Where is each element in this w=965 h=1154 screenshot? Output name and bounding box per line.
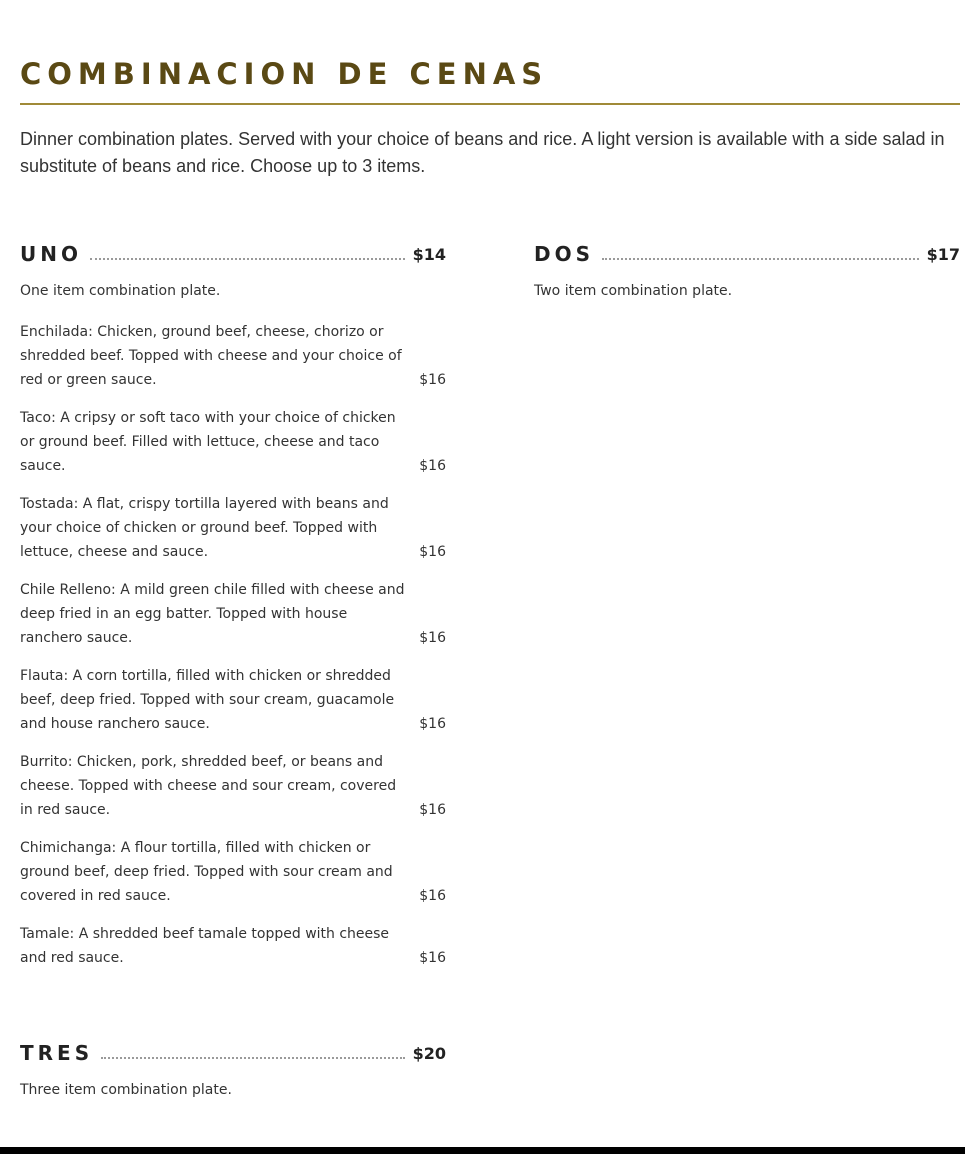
menu-heading-price: $14 (412, 245, 446, 264)
menu-heading-dos (534, 242, 960, 266)
menu-heading-uno (20, 242, 446, 266)
menu-subtitle-uno: One item combination plate. (20, 283, 221, 299)
menu-heading-price: $17 (926, 245, 960, 264)
menu-heading-name: UNO (20, 242, 82, 266)
menu-item-chile-relleno (20, 578, 446, 650)
menu-heading-name: DOS (534, 242, 595, 266)
menu-heading-name: TRES (20, 1041, 94, 1065)
menu-item-taco (20, 406, 446, 478)
menu-item-price: $16 (419, 458, 446, 474)
menu-item-price: $16 (419, 544, 446, 560)
menu-item-price: $16 (419, 716, 446, 732)
menu-item-description: Burrito: Chicken, pork, shredded beef, or beans and cheese. Topped with cheese and sour cream, covered in red sauce. (20, 754, 397, 818)
menu-item-price: $16 (419, 630, 446, 646)
menu-item-list (20, 320, 446, 984)
dot-leader (90, 258, 405, 260)
menu-item-description: Tamale: A shredded beef tamale topped with cheese and red sauce. (20, 926, 390, 966)
section-title: COMBINACION DE CENAS (20, 57, 549, 91)
menu-item-description: Enchilada: Chicken, ground beef, cheese, chorizo or shredded beef. Topped with cheese and your choice of red or green sauce. (20, 324, 402, 388)
menu-item-description: Chimichanga: A flour tortilla, filled with chicken or ground beef, deep fried. Topped with sour cream and covered in red sauce. (20, 840, 393, 904)
menu-item-tamale (20, 922, 446, 970)
menu-item-price: $16 (419, 888, 446, 904)
menu-item-price: $16 (419, 372, 446, 388)
menu-item-description: Chile Relleno: A mild green chile filled with cheese and deep fried in an egg batter. Topped with house ranchero sauce. (20, 582, 405, 646)
menu-heading-tres (20, 1041, 446, 1065)
menu-subtitle-dos: Two item combination plate. (534, 283, 733, 299)
menu-item-flauta (20, 664, 446, 736)
section-intro: Dinner combination plates. Served with your choice of beans and rice. A light version is available with a side salad in substitute of beans and rice. Choose up to 3 items. (20, 129, 945, 176)
footer-bar (0, 1147, 965, 1154)
menu-item-price: $16 (419, 802, 446, 818)
menu-item-price: $16 (419, 950, 446, 966)
menu-item-chimichanga (20, 836, 446, 908)
dot-leader (602, 258, 919, 260)
menu-item-enchilada (20, 320, 446, 392)
menu-item-description: Tostada: A flat, crispy tortilla layered with beans and your choice of chicken or ground beef. Topped with lettuce, cheese and sauce. (20, 496, 389, 560)
title-divider (20, 103, 960, 105)
dot-leader (101, 1057, 404, 1059)
menu-item-burrito (20, 750, 446, 822)
menu-subtitle-tres: Three item combination plate. (20, 1082, 232, 1098)
menu-item-description: Flauta: A corn tortilla, filled with chicken or shredded beef, deep fried. Topped with sour cream, guacamole and house ranchero sauce. (20, 668, 395, 732)
menu-item-tostada (20, 492, 446, 564)
menu-item-description: Taco: A cripsy or soft taco with your choice of chicken or ground beef. Filled with lettuce, cheese and taco sauce. (20, 410, 396, 474)
menu-heading-price: $20 (412, 1044, 446, 1063)
